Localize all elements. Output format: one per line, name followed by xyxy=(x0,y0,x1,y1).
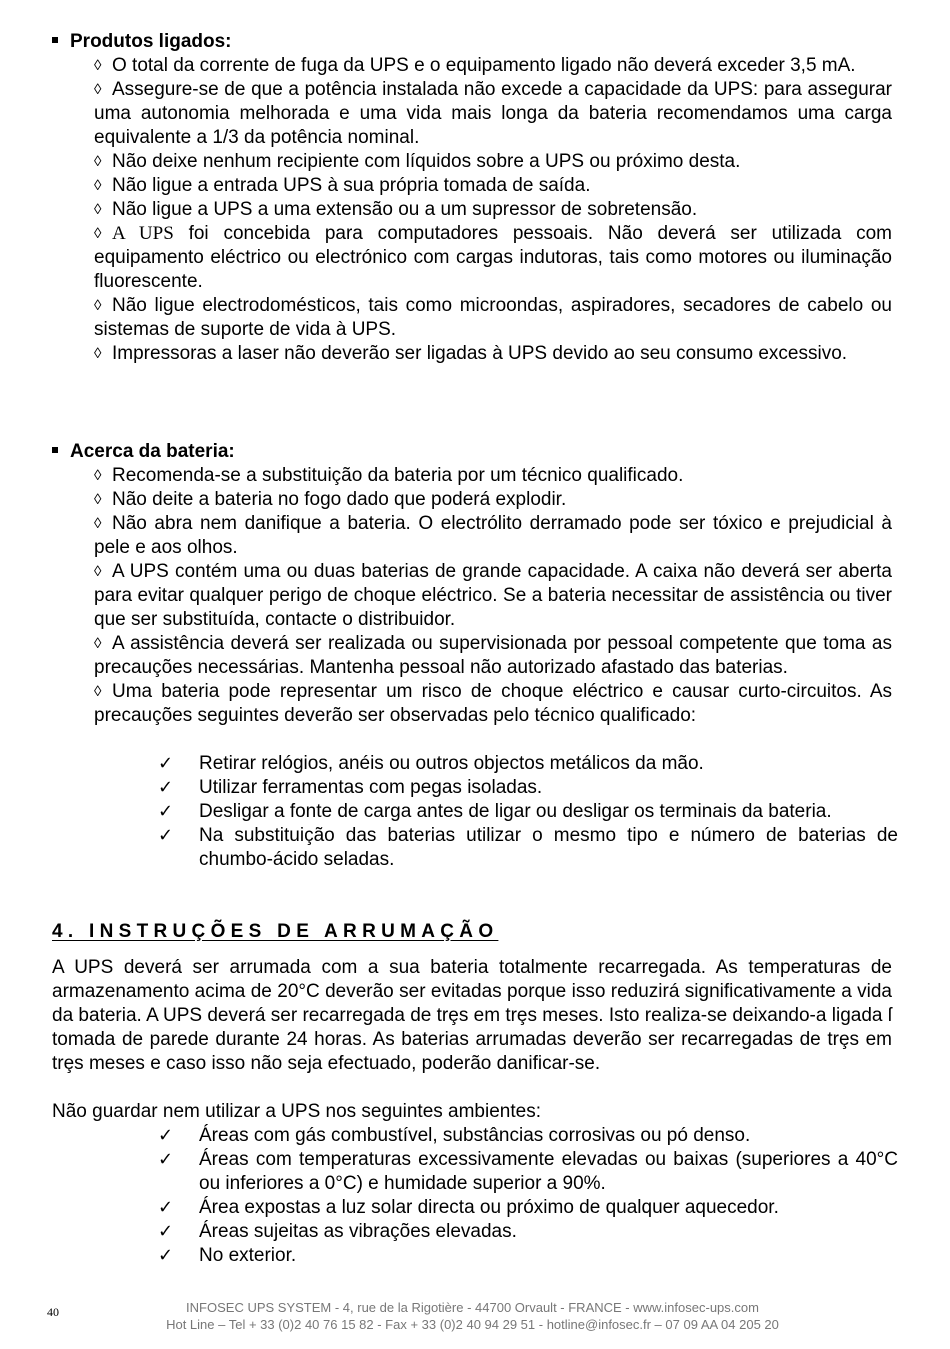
checklist-item: ✓ Retirar relógios, anéis ou outros objectos metálicos da mão. xyxy=(158,753,704,774)
diamond-bullet-icon: ◊ xyxy=(94,297,102,314)
list-item: ◊ O total da corrente de fuga da UPS e o equipamento ligado não deverá exceder 3,5 mA. xyxy=(94,55,856,76)
precautions-checklist xyxy=(158,752,898,872)
storage-paragraph: A UPS deverá ser arrumada com a sua bateria totalmente recarregada. As temperaturas de armazenamento acima de 20°C deverão ser evitadas porque isso reduzirá significativamente a vida da bateria. A UPS deverá ser recarregada de trȩs em trȩs meses. Isto realiza-se deixando-a ligada ſ tomada de parede durante 24 horas. As baterias arrumadas deverão ser recarregadas de trȩs em trȩs meses e caso isso não seja efectuado, poderão danificar-se. xyxy=(52,957,892,1074)
diamond-bullet-icon: ◊ xyxy=(94,467,102,484)
checklist-item: ✓ Área expostas a luz solar directa ou próximo de qualquer aquecedor. xyxy=(158,1197,779,1218)
checklist-item: ✓ Desligar a fonte de carga antes de ligar ou desligar os terminais da bateria. xyxy=(158,801,832,822)
check-icon: ✓ xyxy=(158,825,174,846)
diamond-bullet-icon: ◊ xyxy=(94,563,102,580)
list-item: ◊ A UPS foi concebida para computadores pessoais. Não deverá ser utilizada com equipamento eléctrico ou electrónico com cargas indutoras, tais como motores ou iluminação fluorescente. xyxy=(94,223,893,292)
checklist-item: ✓ Na substituição das baterias utilizar o mesmo tipo e número de baterias de chumbo-ácido seladas. xyxy=(158,825,898,870)
battery-list xyxy=(94,464,892,728)
diamond-bullet-icon: ◊ xyxy=(94,201,102,218)
diamond-bullet-icon: ◊ xyxy=(94,491,102,508)
section-title-storage: 4. INSTRUÇÕES DE ARRUMAÇÃO xyxy=(52,921,499,942)
square-bullet-icon xyxy=(52,447,58,453)
list-item: ◊ Não ligue a UPS a uma extensão ou a um supressor de sobretensão. xyxy=(94,199,698,220)
check-icon: ✓ xyxy=(158,1245,174,1266)
check-icon: ✓ xyxy=(158,801,174,822)
checklist-item: ✓ Áreas com gás combustível, substâncias corrosivas ou pó denso. xyxy=(158,1125,751,1146)
list-item: ◊ Não deite a bateria no fogo dado que poderá explodir. xyxy=(94,489,567,510)
diamond-bullet-icon: ◊ xyxy=(94,345,102,362)
list-item: ◊ Não abra nem danifique a bateria. O electrólito derramado pode ser tóxico e prejudicial à pele e aos olhos. xyxy=(94,513,892,558)
footer-contact: Hot Line – Tel + 33 (0)2 40 76 15 82 - Fax + 33 (0)2 40 94 29 51 - hotline@infosec.fr – 07 09 AA 04 205 20 xyxy=(166,1317,779,1332)
checklist-item: ✓ Áreas sujeitas as vibrações elevadas. xyxy=(158,1221,517,1242)
list-item: ◊ Recomenda-se a substituição da bateria por um técnico qualificado. xyxy=(94,465,684,486)
diamond-bullet-icon: ◊ xyxy=(94,515,102,532)
section-heading-battery: Acerca da bateria: xyxy=(52,440,235,464)
check-icon: ✓ xyxy=(158,1149,174,1170)
storage-environments-checklist xyxy=(158,1124,898,1268)
list-item: ◊ A assistência deverá ser realizada ou supervisionada por pessoal competente que toma as precauções necessárias. Mantenha pessoal não autorizado afastado das baterias. xyxy=(94,633,892,678)
section-heading-connected-products: Produtos ligados: xyxy=(52,30,232,54)
list-item: ◊ Impressoras a laser não deverão ser ligadas à UPS devido ao seu consumo excessivo. xyxy=(94,343,848,364)
checklist-item: ✓ Áreas com temperaturas excessivamente elevadas ou baixas (superiores a 40°C ou inferiores a 0°C) e humidade superior a 90%. xyxy=(158,1149,898,1194)
page-number: 40 xyxy=(47,1305,59,1319)
diamond-bullet-icon: ◊ xyxy=(94,683,102,700)
diamond-bullet-icon: ◊ xyxy=(94,153,102,170)
list-item: ◊ Uma bateria pode representar um risco de choque eléctrico e causar curto-circuitos. As precauções seguintes deverão ser observadas pelo técnico qualificado: xyxy=(94,681,892,726)
checklist-item: ✓ No exterior. xyxy=(158,1245,297,1266)
list-item: ◊ Não deixe nenhum recipiente com líquidos sobre a UPS ou próximo desta. xyxy=(94,151,741,172)
storage-lead-text: Não guardar nem utilizar a UPS nos seguintes ambientes: xyxy=(52,1101,541,1122)
check-icon: ✓ xyxy=(158,1197,174,1218)
diamond-bullet-icon: ◊ xyxy=(94,177,102,194)
list-item: ◊ A UPS contém uma ou duas baterias de grande capacidade. A caixa não deverá ser aberta para evitar qualquer perigo de choque eléctrico. Se a bateria necessitar de assistência ou tiver que ser substituída, contacte o distribuidor. xyxy=(94,561,892,630)
checklist-item: ✓ Utilizar ferramentas com pegas isoladas. xyxy=(158,777,543,798)
square-bullet-icon xyxy=(52,37,58,43)
check-icon: ✓ xyxy=(158,777,174,798)
diamond-bullet-icon: ◊ xyxy=(94,57,102,74)
connected-products-list xyxy=(94,54,892,366)
list-item: ◊ Não ligue electrodomésticos, tais como microondas, aspiradores, secadores de cabelo ou sistemas de suporte de vida à UPS. xyxy=(94,295,892,340)
diamond-bullet-icon: ◊ xyxy=(94,225,102,242)
footer-address: INFOSEC UPS SYSTEM - 4, rue de la Rigotière - 44700 Orvault - FRANCE - www.infosec-ups.com xyxy=(186,1300,759,1315)
diamond-bullet-icon: ◊ xyxy=(94,81,102,98)
check-icon: ✓ xyxy=(158,1221,174,1242)
list-item: ◊ Não ligue a entrada UPS à sua própria tomada de saída. xyxy=(94,175,591,196)
check-icon: ✓ xyxy=(158,753,174,774)
list-item: ◊ Assegure-se de que a potência instalada não excede a capacidade da UPS: para assegurar uma autonomia melhorada e uma vida mais longa da bateria recomendamos uma carga equivalente a 1/3 da potência nominal. xyxy=(94,79,892,148)
check-icon: ✓ xyxy=(158,1125,174,1146)
diamond-bullet-icon: ◊ xyxy=(94,635,102,652)
